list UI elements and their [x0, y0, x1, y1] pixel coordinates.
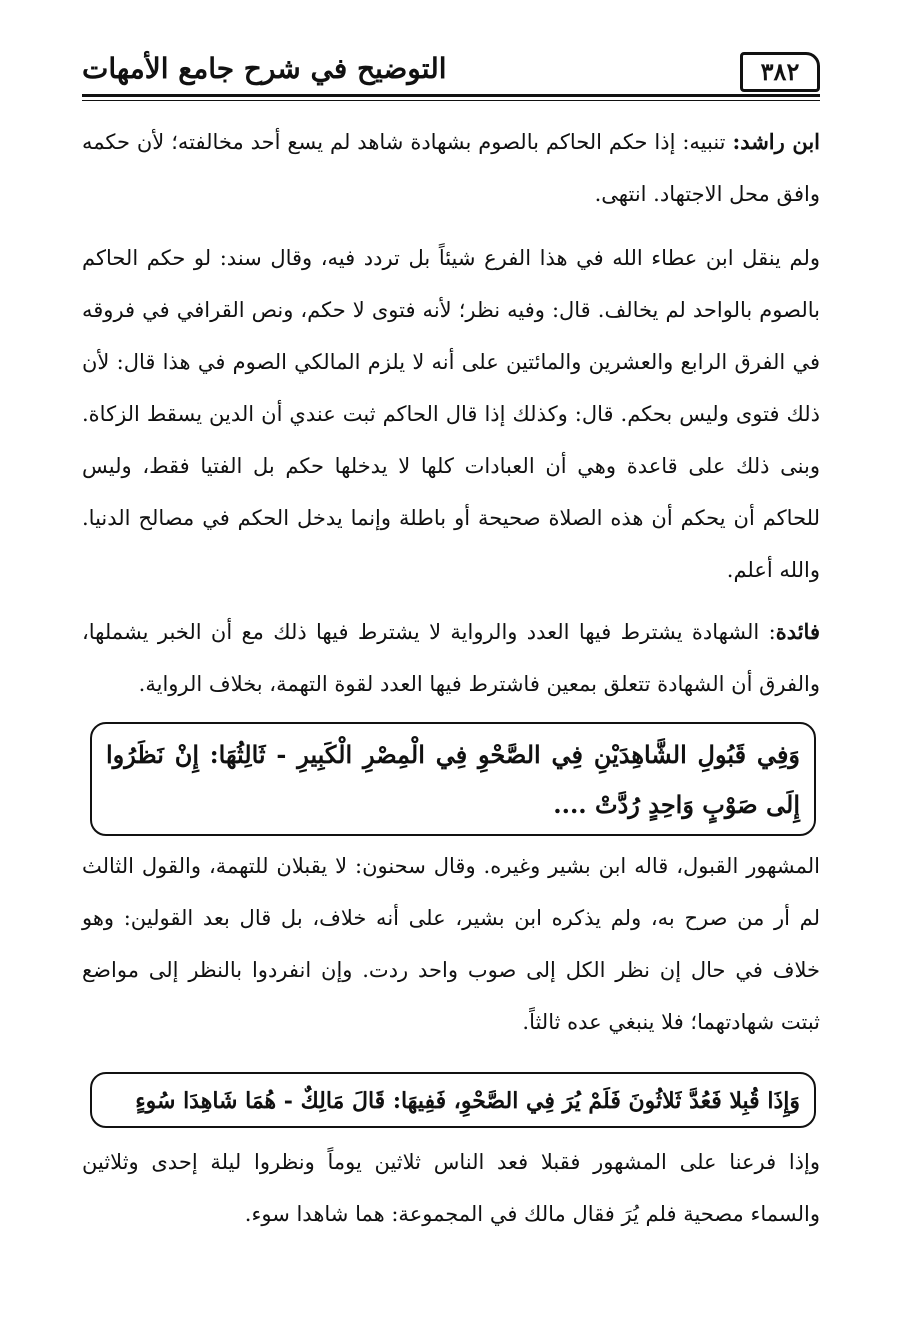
paragraph-text: تنبيه: إذا حكم الحاكم بالصوم بشهادة شاهد لم يسع أحد مخالفته؛ لأن حكمه وافق محل الاجتهاد. انتهى. [82, 130, 820, 206]
paragraph-text: وإذا فرعنا على المشهور فقبلا فعد الناس ثلاثين يوماً ونظروا ليلة إحدى وثلاثين والسماء مصحية فلم يُرَ فقال مالك في المجموعة: هما شاهدا سوء. [82, 1150, 820, 1226]
paragraph-ibn-rashid [82, 116, 820, 220]
paragraph-faida [82, 606, 820, 710]
header-rule-thin [82, 100, 820, 101]
matn-quote-box: وَإِذَا قُبِلا فَعُدَّ ثَلاثُونَ فَلَمْ يُرَ فِي الصَّحْوِ، فَفِيهَا: قَالَ مَالِكٌ - هُمَا شَاهِدَا سُوءٍ [90, 1072, 816, 1128]
paragraph-text: المشهور القبول، قاله ابن بشير وغيره. وقال سحنون: لا يقبلان للتهمة، والقول الثالث لم أر من صرح به، ولم يذكره ابن بشير، على أنه خلاف، بل قال بعد القولين: وهو خلاف في حال إن نظر الكل إلى صوب واحد ردت. وإن انفردوا بالنظر إلى مواضع ثبتت شهادتهما؛ فلا ينبغي عده ثالثاً. [82, 854, 820, 1034]
paragraph-mashhur [82, 840, 820, 1048]
paragraph-lead: ابن راشد: [732, 129, 820, 154]
paragraph-lead: فائدة [775, 619, 820, 644]
book-title: التوضيح في شرح جامع الأمهات [82, 52, 447, 85]
matn-quote-box: وَفِي قَبُولِ الشَّاهِدَيْنِ فِي الصَّحْوِ فِي الْمِصْرِ الْكَبِيرِ - ثَالِثُهَا: إِنْ نَظَرُوا إِلَى صَوْبٍ وَاحِدٍ رُدَّتْ .... [90, 722, 816, 836]
paragraph-text: : الشهادة يشترط فيها العدد والرواية لا يشترط فيها ذلك مع أن الخبر يشملها، والفرق أن الشهادة تتعلق بمعين فاشترط فيها العدد لقوة التهمة، بخلاف الرواية. [82, 620, 820, 696]
paragraph-fara [82, 1136, 820, 1240]
header-rule [82, 94, 820, 97]
paragraph-sanad [82, 232, 820, 596]
paragraph-text: ولم ينقل ابن عطاء الله في هذا الفرع شيئاً بل تردد فيه، وقال سند: لو حكم الحاكم بالصوم بالواحد لم يخالف. قال: وفيه نظر؛ لأنه فتوى لا حكم، ونص القرافي في فروقه في الفرق الرابع والعشرين والمائتين على أنه لا يلزم المالكي الصوم في هذا قال: لأن ذلك فتوى وليس بحكم. قال: وكذلك إذا قال الحاكم ثبت عندي أن الدين يسقط الزكاة. وبنى ذلك على قاعدة وهي أن العبادات كلها لا يدخلها حكم بل الفتيا فقط، وليس للحاكم أن يحكم أن هذه الصلاة صحيحة أو باطلة وإنما يدخل الحكم في مصالح الدنيا. والله أعلم. [82, 246, 820, 582]
page-header [82, 50, 820, 100]
page-number: ٣٨٢ [740, 52, 820, 92]
